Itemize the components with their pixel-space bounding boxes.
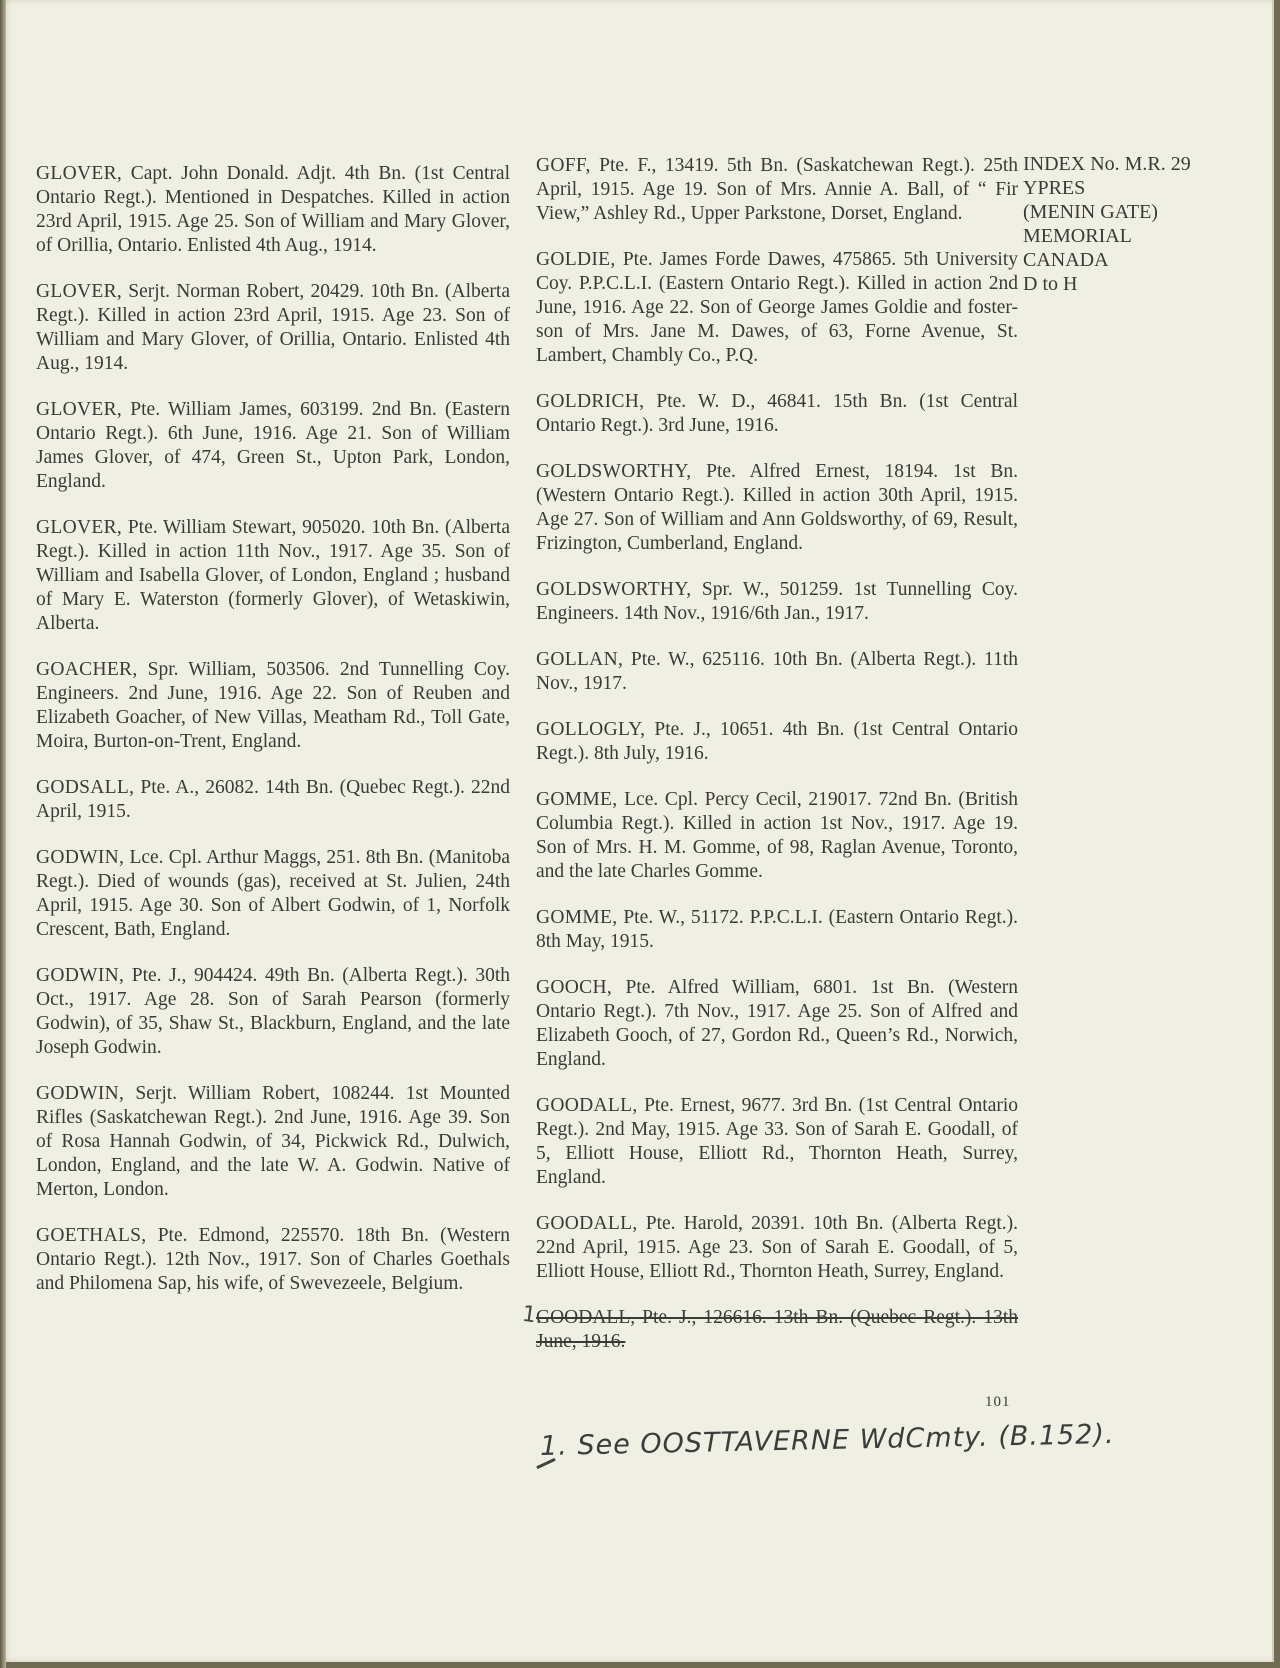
entry-surname: GLOVER, <box>36 517 123 538</box>
entry-details: Pte. J., 10651. 4th Bn. (1st Central Ontario Regt.). 8th July, 1916. <box>536 719 1018 764</box>
entry-details: Pte. W., 51172. P.P.C.L.I. (Eastern Ontario Regt.). 8th May, 1915. <box>536 907 1019 952</box>
entry-details: Pte. J., 904424. 49th Bn. (Alberta Regt.). 30th Oct., 1917. Age 28. Son of Sarah Pearson (formerly Godwin), of 35, Shaw St., Blackburn, England, and the late Joseph Godwin. <box>36 965 511 1058</box>
entry-details: Pte. W., 625116. 10th Bn. (Alberta Regt.). 11th Nov., 1917. <box>536 649 1018 694</box>
register-entry <box>36 398 510 494</box>
entry-details: Lce. Cpl. Arthur Maggs, 251. 8th Bn. (Manitoba Regt.). Died of wounds (gas), received at St. Julien, 24th April, 1915. Age 30. Son of Albert Godwin, of 1, Norfolk Crescent, Bath, England. <box>36 847 510 940</box>
entry-surname: GOLDSWORTHY, <box>536 461 692 482</box>
register-entry <box>536 248 1018 368</box>
register-entry <box>36 162 510 258</box>
register-entry <box>36 776 510 824</box>
register-entry <box>36 1224 510 1296</box>
page-number: 101 <box>985 1394 1011 1410</box>
register-entry <box>36 280 510 376</box>
entry-details: Serjt. William Robert, 108244. 1st Mounted Rifles (Saskatchewan Regt.). 2nd June, 1916. Age 39. Son of Rosa Hannah Godwin, of 34, Pickwick Rd., Dulwich, London, England, and the late W. A. Godwin. Native of Merton, London. <box>36 1083 510 1200</box>
entry-surname: GOLLOGLY, <box>536 719 646 740</box>
register-entry <box>36 846 510 942</box>
index-header <box>1023 152 1253 296</box>
register-entry <box>536 718 1018 766</box>
entry-surname: GODWIN, <box>36 965 125 986</box>
entry-details: Pte. A., 26082. 14th Bn. (Quebec Regt.). 22nd April, 1915. <box>36 777 510 822</box>
entry-surname: GOACHER, <box>36 659 138 680</box>
index-country: CANADA <box>1023 249 1109 271</box>
entry-surname: GODWIN, <box>36 1083 125 1104</box>
entry-details: Pte. F., 13419. 5th Bn. (Saskatchewan Regt.). 25th April, 1915. Age 19. Son of Mrs. Annie A. Ball, of “ Fir View,” Ashley Rd., Upper Parkstone, Dorset, England. <box>536 155 1018 224</box>
register-entry <box>36 964 510 1060</box>
entry-details: Pte. Harold, 20391. 10th Bn. (Alberta Regt.). 22nd April, 1915. Age 23. Son of Sarah E. Goodall, of 5, Elliott House, Elliott Rd., Thornton Heath, Surrey, England. <box>536 1213 1019 1282</box>
entry-surname: GOODALL, <box>536 1095 638 1116</box>
handwritten-note: 1. See OOSTTAVERNE WdCmty. (B.152). <box>539 1418 1115 1463</box>
entry-details: Pte. Ernest, 9677. 3rd Bn. (1st Central Ontario Regt.). 2nd May, 1915. Age 33. Son of Sarah E. Goodall, of 5, Elliott House, Elliott Rd., Thornton Heath, Surrey, England. <box>536 1095 1019 1188</box>
entry-details: Spr. W., 501259. 1st Tunnelling Coy. Engineers. 14th Nov., 1916/6th Jan., 1917. <box>536 579 1019 624</box>
left-column <box>36 162 510 1318</box>
entry-surname: GOMME, <box>536 789 618 810</box>
index-range: D to H <box>1023 273 1078 295</box>
register-entry <box>536 578 1018 626</box>
entry-surname: GOOCH, <box>536 977 613 998</box>
register-entry <box>536 788 1018 884</box>
entry-surname: GLOVER, <box>36 399 123 420</box>
entry-details: Lce. Cpl. Percy Cecil, 219017. 72nd Bn. (British Columbia Regt.). Killed in action 1st Nov., 1917. Age 19. Son of Mrs. H. M. Gomme, of 98, Raglan Avenue, Toronto, and the late Charles Gomme. <box>536 789 1019 882</box>
struck-entry-text: GOODALL, Pte. J., 126616. 13th Bn. (Quebec Regt.). 13th June, 1916. <box>536 1307 1018 1352</box>
register-entry <box>36 658 510 754</box>
entry-details: Pte. Edmond, 225570. 18th Bn. (Western Ontario Regt.). 12th Nov., 1917. Son of Charles Goethals and Philomena Sap, his wife, of Swevezeele, Belgium. <box>36 1225 510 1294</box>
entry-details: Capt. John Donald. Adjt. 4th Bn. (1st Central Ontario Regt.). Mentioned in Despatches. Killed in action 23rd April, 1915. Age 25. Son of William and Mary Glover, of Orillia, Ontario. Enlisted 4th Aug., 1914. <box>36 163 511 256</box>
entry-surname: GOLDIE, <box>536 249 616 270</box>
entry-surname: GLOVER, <box>36 163 123 184</box>
index-number: INDEX No. M.R. 29 <box>1023 153 1191 175</box>
register-entry <box>536 1094 1018 1190</box>
register-entry <box>536 154 1018 226</box>
register-entry <box>36 516 510 636</box>
entry-surname: GOMME, <box>536 907 618 928</box>
entry-details: Spr. William, 503506. 2nd Tunnelling Coy. Engineers. 2nd June, 1916. Age 22. Son of Reuben and Elizabeth Goacher, of New Villas, Meatham Rd., Toll Gate, Moira, Burton-on-Trent, England. <box>36 659 510 752</box>
middle-column <box>520 154 1019 1354</box>
register-entry <box>536 460 1018 556</box>
index-memorial: MEMORIAL <box>1023 225 1132 247</box>
entry-details: Pte. Alfred Ernest, 18194. 1st Bn. (Western Ontario Regt.). Killed in action 30th April, 1915. Age 27. Son of William and Ann Goldsworthy, of 69, Result, Frizington, Cumberland, England. <box>536 461 1018 554</box>
entry-surname: GLOVER, <box>36 281 123 302</box>
entry-surname: GOLDSWORTHY, <box>536 579 692 600</box>
page-binding-edge <box>0 0 6 1668</box>
entry-surname: GOFF, <box>536 155 591 176</box>
entry-details: Pte. Alfred William, 6801. 1st Bn. (Western Ontario Regt.). 7th Nov., 1917. Age 25. Son of Alfred and Elizabeth Gooch, of 27, Gordon Rd., Queen’s Rd., Norwich, England. <box>536 977 1018 1070</box>
entry-surname: GOODALL, <box>536 1213 638 1234</box>
entry-surname: GODSALL, <box>36 777 135 798</box>
entry-surname: GOLLAN, <box>536 649 624 670</box>
entry-details: Pte. W. D., 46841. 15th Bn. (1st Central Ontario Regt.). 3rd June, 1916. <box>536 391 1018 436</box>
entry-surname: GOLDRICH, <box>536 391 645 412</box>
footnote-mark: 1. <box>520 1301 545 1330</box>
register-entry <box>536 648 1018 696</box>
register-entry <box>536 906 1018 954</box>
entry-details: Pte. William James, 603199. 2nd Bn. (Eastern Ontario Regt.). 6th June, 1916. Age 21. Son of William James Glover, of 474, Green St., Upton Park, London, England. <box>36 399 510 492</box>
entry-surname: GODWIN, <box>36 847 125 868</box>
index-memorial-name: (MENIN GATE) <box>1023 201 1158 223</box>
register-entry <box>536 390 1018 438</box>
register-entry <box>36 1082 510 1202</box>
entry-details: Pte. James Forde Dawes, 475865. 5th University Coy. P.P.C.L.I. (Eastern Ontario Regt.). Killed in action 2nd June, 1916. Age 22. Son of George James Goldie and foster-son of Mrs. Jane M. Dawes, of 63, Forne Avenue, St. Lambert, Chambly Co., P.Q. <box>536 249 1018 366</box>
struck-entry <box>520 1301 1018 1354</box>
entry-surname: GOETHALS, <box>36 1225 147 1246</box>
index-location: YPRES <box>1023 177 1086 199</box>
register-entry <box>536 1212 1018 1284</box>
entry-details: Pte. William Stewart, 905020. 10th Bn. (Alberta Regt.). Killed in action 11th Nov., 1917. Age 35. Son of William and Isabella Glover, of London, England ; husband of Mary E. Waterston (formerly Glover), of Wetaskiwin, Alberta. <box>36 517 511 634</box>
entry-details: Serjt. Norman Robert, 20429. 10th Bn. (Alberta Regt.). Killed in action 23rd April, 1915. Age 23. Son of William and Mary Glover, of Orillia, Ontario. Enlisted 4th Aug., 1914. <box>36 281 510 374</box>
register-entry <box>536 976 1018 1072</box>
